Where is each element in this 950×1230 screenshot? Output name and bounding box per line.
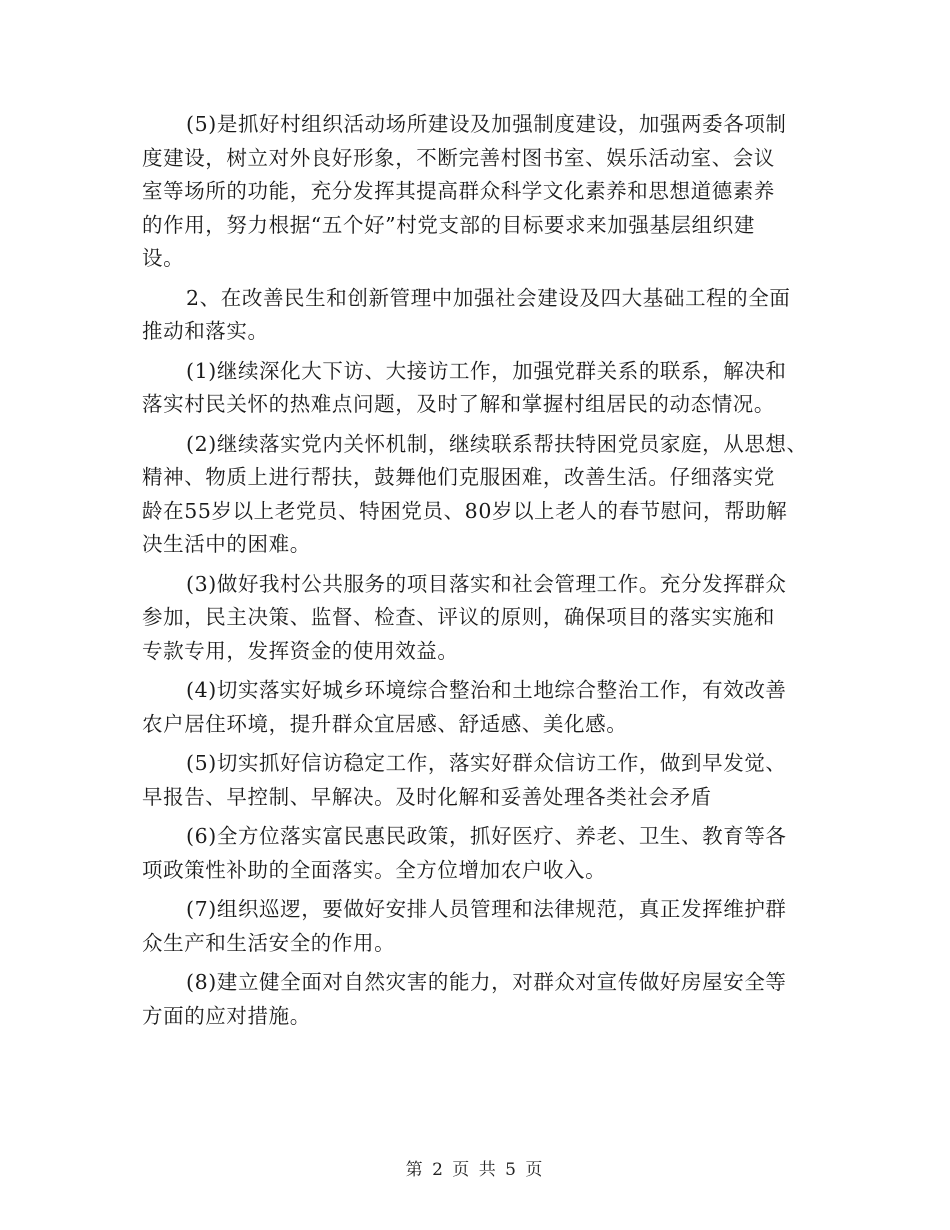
text-line: (1)继续深化大下访、大接访工作，加强党群关系的联系，解决和 (186, 358, 787, 383)
paragraph-5-facilities (142, 108, 814, 276)
text-line: (6)全方位落实富民惠民政策，抓好医疗、养老、卫生、教育等各 (186, 824, 787, 848)
paragraph-item-6 (142, 820, 814, 887)
text-line: 项政策性补助的全面落实。全方位增加农户收入。 (142, 857, 607, 882)
paragraph-item-3 (142, 568, 814, 669)
text-line: 龄在55岁以上老党员、特困党员、80岁以上老人的春节慰问，帮助解 (142, 498, 788, 523)
text-line: 决生活中的困难。 (142, 532, 311, 556)
text-line: 方面的应对措施。 (142, 1003, 311, 1028)
text-line: 设。 (142, 246, 185, 270)
text-line: (5)是抓好村组织活动场所建设及加强制度建设，加强两委各项制 (186, 112, 787, 136)
text-line: (7)组织巡逻，要做好安排人员管理和法律规范，真正发挥维护群 (186, 897, 787, 921)
text-line: (5)切实抓好信访稳定工作，落实好群众信访工作，做到早发觉、 (186, 751, 787, 775)
text-line: 精神、物质上进行帮扶，鼓舞他们克服困难，改善生活。仔细落实党 (142, 465, 775, 489)
text-line: 参加，民主决策、监督、检查、评议的原则，确保项目的落实实施和 (142, 605, 775, 629)
text-line: (8)建立健全面对自然灾害的能力，对群众对宣传做好房屋安全等 (186, 970, 787, 994)
text-line: (3)做好我村公共服务的项目落实和社会管理工作。充分发挥群众 (186, 571, 787, 596)
paragraph-item-2 (142, 428, 814, 562)
paragraph-item-1 (142, 355, 814, 422)
text-line: 推动和落实。 (142, 319, 269, 343)
paragraph-item-4 (142, 674, 814, 741)
text-line: 农户居住环境，提升群众宜居感、舒适感、美化感。 (142, 711, 628, 736)
text-line: 室等场所的功能，充分发挥其提高群众科学文化素养和思想道德素养 (142, 179, 775, 203)
text-line: 的作用，努力根据“五个好”村党支部的目标要求来加强基层组织建 (142, 212, 755, 237)
text-line: 落实村民关怀的热难点问题，及时了解和掌握村组居民的动态情况。 (142, 392, 775, 416)
paragraph-item-5 (142, 747, 814, 814)
paragraph-item-7 (142, 893, 814, 960)
text-line: 2、在改善民生和创新管理中加强社会建设及四大基础工程的全面 (186, 285, 791, 310)
text-line: (2)继续落实党内关怀机制，继续联系帮扶特困党员家庭，从思想、 (186, 431, 808, 456)
text-line: 专款专用，发挥资金的使用效益。 (142, 638, 459, 663)
text-line: 众生产和生活安全的作用。 (142, 930, 396, 955)
page-number-footer: 第 2 页 共 5 页 (405, 1160, 545, 1180)
paragraph-section-2 (142, 282, 814, 349)
text-line: 度建设，树立对外良好形象，不断完善村图书室、娱乐活动室、会议 (142, 145, 775, 170)
paragraph-item-8 (142, 966, 814, 1033)
text-line: (4)切实落实好城乡环境综合整治和土地综合整治工作，有效改善 (186, 678, 787, 702)
document-body (142, 108, 814, 1039)
text-line: 早报告、早控制、早解决。及时化解和妥善处理各类社会矛盾 (142, 784, 712, 809)
